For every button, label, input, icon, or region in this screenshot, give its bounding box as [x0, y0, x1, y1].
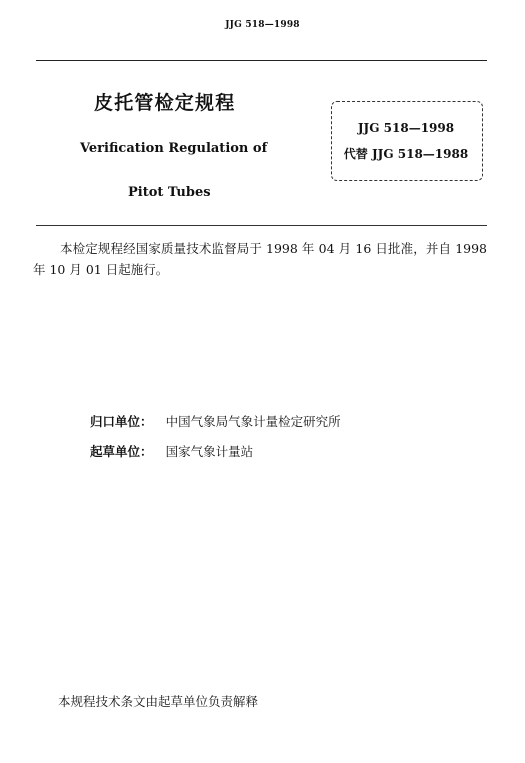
footer-note: 本规程技术条文由起草单位负责解释	[58, 694, 259, 709]
unit-value: 国家气象计量站	[165, 444, 254, 459]
unit-value: 中国气象局气象计量检定研究所	[165, 414, 341, 429]
unit-label: 归口单位：	[90, 414, 153, 429]
title-english-line2: Pitot Tubes	[128, 185, 211, 200]
code-number: JJG 518—1998	[357, 121, 455, 135]
unit-label: 起草单位：	[90, 444, 153, 459]
unit-row-drafting	[90, 441, 253, 460]
header-code: JJG 518—1998	[225, 20, 300, 30]
top-rule	[36, 60, 487, 61]
title-chinese: 皮托管检定规程	[94, 92, 236, 114]
section-rule	[36, 225, 487, 226]
replaces-code: 代替 JJG 518—1988	[343, 147, 469, 161]
code-box	[331, 101, 483, 181]
unit-row-responsible	[90, 411, 341, 430]
approval-paragraph: 本检定规程经国家质量技术监督局于 1998 年 04 月 16 日批准，并自 1998 年 10 月 01 日起施行。	[33, 241, 487, 277]
title-english-line1: Verification Regulation of	[80, 141, 268, 156]
